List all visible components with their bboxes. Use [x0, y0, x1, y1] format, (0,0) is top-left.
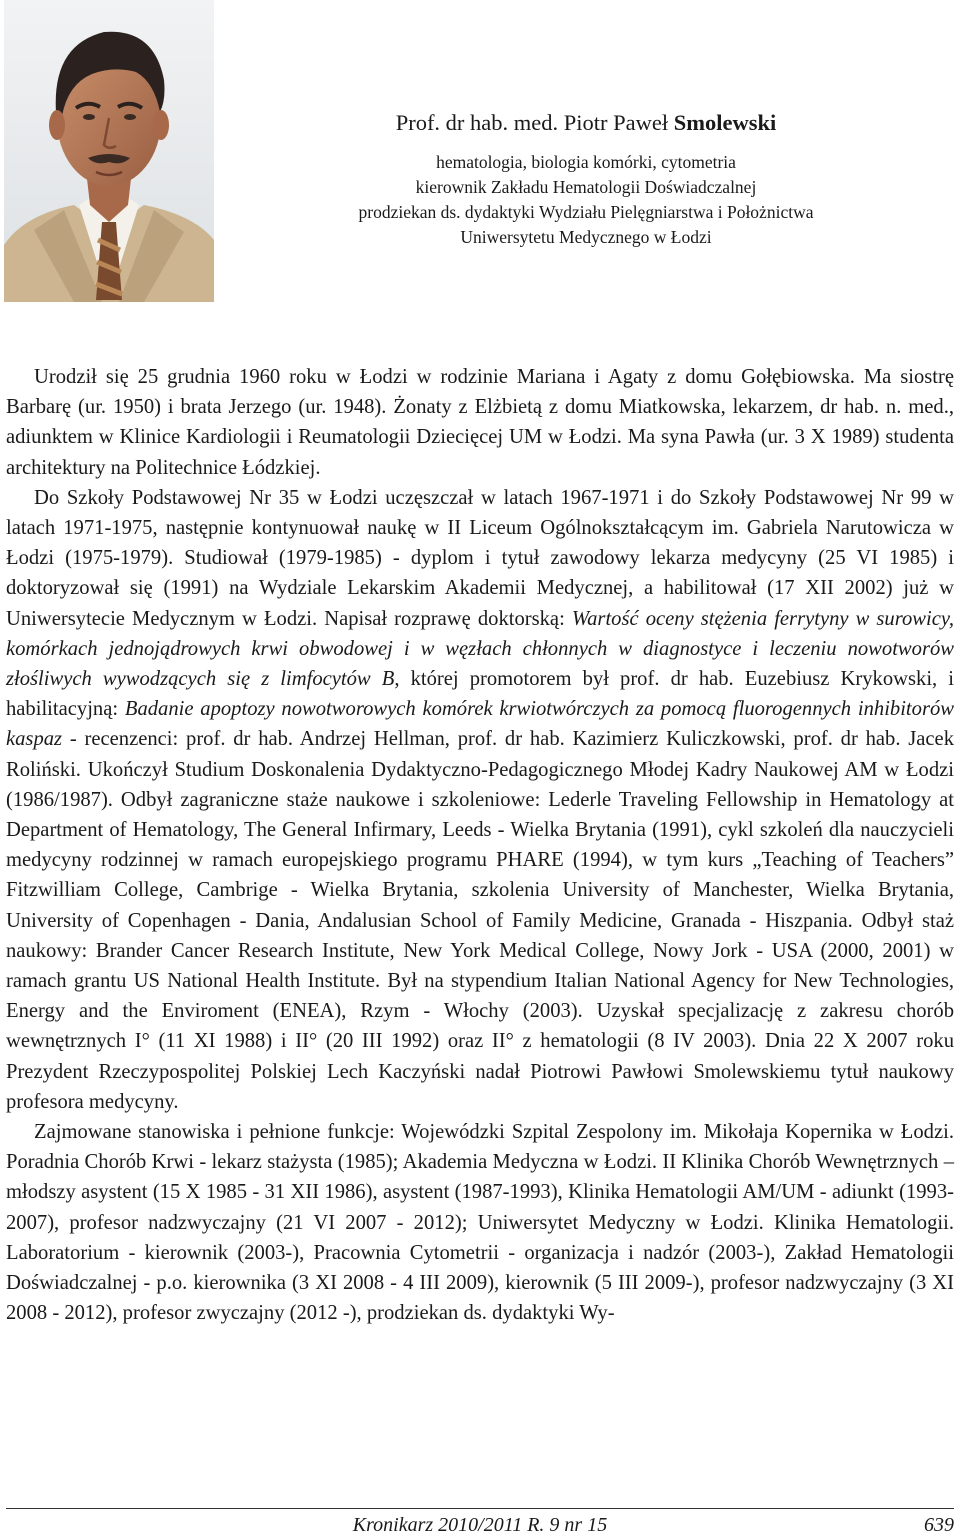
person-name	[222, 108, 950, 138]
paragraph-family: Urodził się 25 grudnia 1960 roku w Łodzi w rodzinie Mariana i Agaty z domu Gołębiowska. Ma siostrę Barbarę (ur. 1950) i brata Jerzego (ur. 1948). Żonaty z Elżbietą z domu Miatkowska, lekarzem, dr hab. n. med., adiunktem w Klinice Kardiologii i Reumatologii Dziecięcej UM w Łodzi. Ma syna Pawła (ur. 3 X 1989) studenta architektury na Politechnice Łódzkiej.	[6, 366, 954, 479]
biography-text	[6, 362, 954, 1329]
vice-dean-line: prodziekan ds. dydaktyki Wydziału Pielęgniarstwa i Położnictwa	[358, 202, 814, 222]
page-number: 639	[924, 1514, 954, 1536]
name-prefix: Prof. dr hab. med. Piotr Paweł	[395, 110, 674, 135]
person-portrait-icon	[4, 0, 214, 302]
footer-rule	[6, 1508, 954, 1509]
specialties-line: hematologia, biologia komórki, cytometria	[436, 152, 736, 172]
education-text-b: , której promotorem był prof. dr hab. Euzebiusz Krykowski, i habilitacyjną:	[6, 668, 954, 721]
paragraph-positions: Zajmowane stanowiska i pełnione funkcje: Wojewódzki Szpital Zespolony im. Mikołaja Kopernika w Łodzi. Poradnia Chorób Krwi - lekarz stażysta (1985); Akademia Medyczna w Łodzi. II Klinika Chorób Wewnętrznych – młodszy asystent (15 X 1985 - 31 XII 1986), asystent (1987-1993), Klinika Hematologii AM/UM - adiunkt (1993-2007), profesor nadzwyczajny (21 VI 2007 - 2012); Uniwersytet Medyczny w Łodzi. Klinika Hematologii. Laboratorium - kierownik (2003-), Pracownia Cytometrii - organizacja i nadzór (2003-), Zakład Hematologii Doświadczalnej - p.o. kierownika (3 XI 2008 - 4 III 2009), kierownik (5 III 2009-), profesor nadzwyczajny (3 XI 2008 - 2012), profesor zwyczajny (2012 -), prodziekan ds. dydaktyki Wy-	[6, 1121, 954, 1325]
paragraph-education	[6, 483, 954, 1117]
education-text-a: Do Szkoły Podstawowej Nr 35 w Łodzi uczęszczał w latach 1967-1971 i do Szkoły Podstawowej Nr 99 w latach 1971-1975, następnie kontynuował naukę w II Liceum Ogólnokształcącym im. Gabriela Narutowicza w Łodzi (1975-1979). Studiował (1979-1985) - dyplom i tytuł zawodowy lekarza medycyny (25 VI 1985) i doktoryzował się (1991) na Wydziale Lekarskim Akademii Medycznej, a habilitował (17 XII 2002) już w Uniwersytecie Medycznym w Łodzi. Napisał rozprawę doktorską:	[6, 486, 954, 630]
position-line: kierownik Zakładu Hematologii Doświadczalnej	[415, 177, 757, 197]
university-line: Uniwersytetu Medycznego w Łodzi	[460, 227, 712, 247]
habilitation-thesis-title: Badanie apoptozy nowotworowych komórek krwiotwórczych za pomocą fluorogennych inhibitorów kaspaz	[6, 698, 954, 751]
education-text-c: - recenzenci: prof. dr hab. Andrzej Hellman, prof. dr hab. Kazimierz Kuliczkowski, prof. dr hab. Jacek Roliński. Ukończył Studium Doskonalenia Dydaktyczno-Pedagogicznego Młodej Kadry Naukowej AM w Łodzi (1986/1987). Odbył zagraniczne staże naukowe i szkoleniowe: Lederle Traveling Fellowship in Hematology at Department of Hematology, The General Infirmary, Leeds - Wielka Brytania (1991), cykl szkoleń dla nauczycieli medycyny rodzinnej w ramach europejskiego programu PHARE (1994), w tym kurs „Teaching of Teachers” Fitzwilliam College, Cambrige - Wielka Brytania, szkolenia University of Manchester, Wielka Brytania, University of Copenhagen - Dania, Andalusian School of Family Medicine, Granada - Hiszpania. Odbył staż naukowy: Brander Cancer Research Institute, New York Medical College, Nowy Jork - USA (2000, 2001) w ramach grantu US National Health Institute. Był na stypendium Italian National Agency for New Technologies, Energy and the Enviroment (ENEA), Rzym - Włochy (2003). Uzyskał specjalizację z zakresu chorób wewnętrznych I° (11 XI 1988) i II° (20 III 1992) oraz II° z hematologii (8 IV 2003). Dnia 22 X 2007 roku Prezydent Rzeczypospolitej Polskiej Lech Kaczyński nadał Piotrowi Pawłowi Smolewskiemu tytuł naukowy profesora medycyny.	[6, 728, 954, 1113]
doctoral-thesis-title: Wartość oceny stężenia ferrytyny w surowicy, komórkach jednojądrowych krwi obwodowej i w węzłach chłonnych w diagnostyce i leczeniu nowotworów złośliwych wywodzących się z limfocytów B	[6, 607, 955, 691]
footer-journal: Kronikarz 2010/2011 R. 9 nr 15	[352, 1514, 608, 1536]
portrait-photo	[4, 0, 214, 302]
name-surname: Smolewski	[673, 110, 777, 135]
header	[222, 108, 950, 250]
